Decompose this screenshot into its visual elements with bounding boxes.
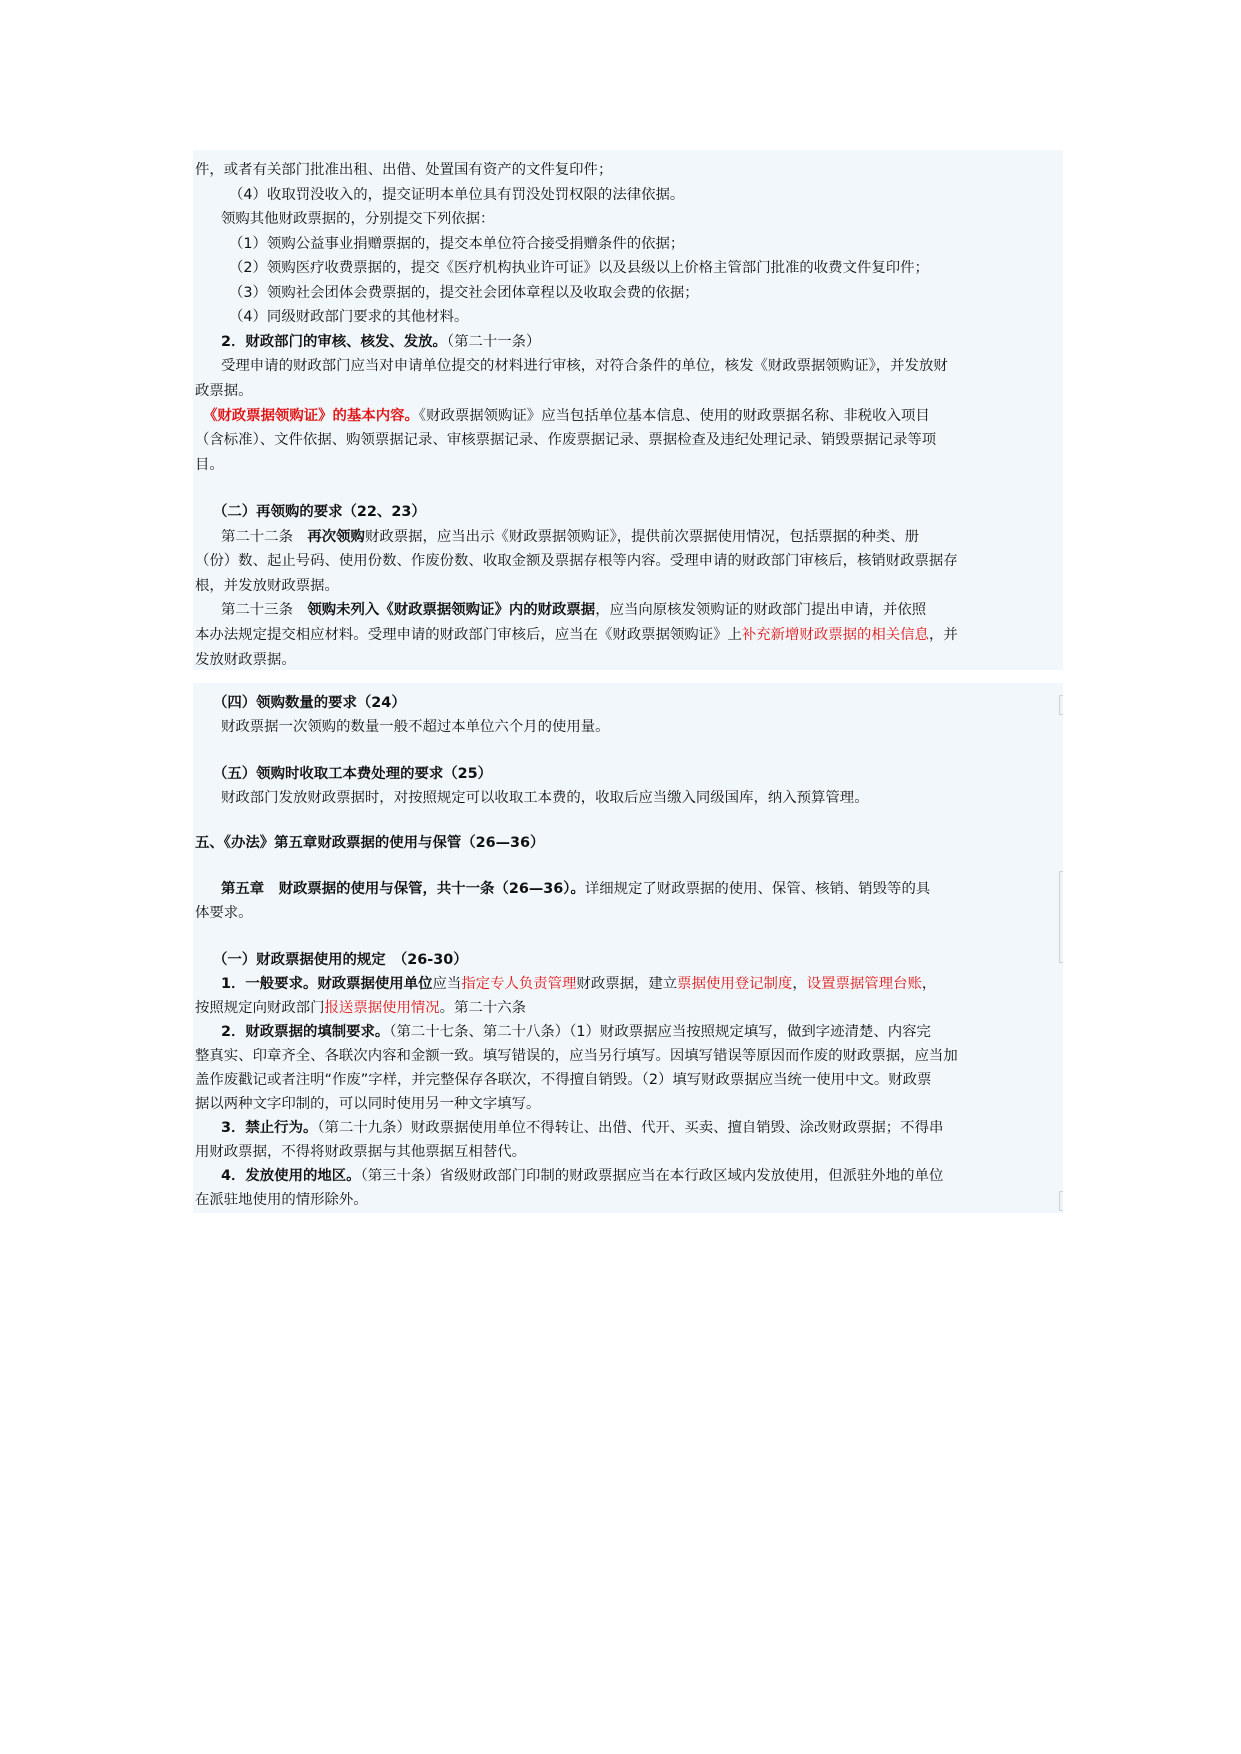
text-span: ，并 — [928, 627, 958, 643]
bold-span: 五、《办法》第五章财政票据的使用与保管（26—36） — [195, 835, 545, 851]
text-line — [221, 209, 494, 229]
text-span: 整真实、印章齐全、各联次内容和金额一致。填写错误的，应当另行填写。因填写错误等原因而作废的财政票据，应当加 — [195, 1048, 958, 1064]
text-span: （3）领购社会团体会费票据的，提交社会团体章程以及收取会费的依据； — [229, 285, 699, 301]
text-span: ，应当向原核发领购证的财政部门提出申请，并依照 — [595, 602, 927, 618]
text-line — [229, 307, 468, 327]
bold-span: 第五章 财政票据的使用与保管，共十一条（26—36）。 — [221, 881, 585, 897]
document-panel-upper — [193, 150, 1063, 670]
bold-span: （二）再领购的要求（22、23） — [213, 504, 426, 520]
text-span: （1）领购公益事业捐赠票据的，提交本单位符合接受捐赠条件的依据； — [229, 236, 685, 252]
text-span: （2）领购医疗收费票据的，提交《医疗机构执业许可证》以及县级以上价格主管部门批准的收费文件复印件； — [229, 260, 929, 276]
text-line — [195, 381, 253, 401]
text-span: 财政票据，应当出示《财政票据领购证》，提供前次票据使用情况，包括票据的种类、册 — [364, 529, 919, 545]
text-line — [195, 625, 958, 645]
text-line — [221, 356, 948, 376]
text-span: 详细规定了财政票据的使用、保管、核销、销毁等的具 — [584, 881, 931, 897]
text-line — [195, 903, 253, 923]
section-heading — [213, 693, 406, 713]
highlight-span: 报送票据使用情况 — [324, 1000, 440, 1016]
text-span: 领购其他财政票据的，分别提交下列依据： — [221, 211, 495, 227]
text-line — [195, 1046, 958, 1066]
text-span: 应当 — [432, 976, 462, 992]
scrollbar-edge[interactable] — [1059, 695, 1063, 715]
bold-span: 2．财政部门的审核、核发、发放。 — [221, 334, 447, 350]
document-panel-lower — [193, 683, 1063, 1213]
text-span: ， — [792, 976, 807, 992]
text-line — [229, 234, 684, 254]
text-span: （第三十条）省级财政部门印制的财政票据应当在本行政区域内发放使用，但派驻外地的单位 — [360, 1168, 944, 1184]
text-span: 用财政票据，不得将财政票据与其他票据互相替代。 — [195, 1144, 526, 1160]
highlight-bold-span: 《财政票据领购证》的基本内容。 — [203, 408, 419, 424]
text-line — [229, 185, 684, 205]
text-line — [195, 650, 296, 670]
text-span: 受理申请的财政部门应当对申请单位提交的材料进行审核，对符合条件的单位，核发《财政票据领购证》，并发放财 — [221, 358, 948, 374]
text-span: （第二十七条、第二十八条）（1）财政票据应当按照规定填写，做到字迹清楚、内容完 — [389, 1024, 931, 1040]
text-span: 据以两种文字印制的，可以同时使用另一种文字填写。 — [195, 1096, 541, 1112]
text-line — [221, 1166, 943, 1186]
bold-span: 4．发放使用的地区。 — [221, 1168, 361, 1184]
text-line — [195, 998, 526, 1018]
text-span: 在派驻地使用的情形除外。 — [195, 1192, 368, 1208]
text-line — [221, 717, 610, 737]
section-heading — [213, 764, 492, 784]
text-span: 。第二十六条 — [439, 1000, 527, 1016]
text-span: 体要求。 — [195, 905, 253, 921]
text-span: 根，并发放财政票据。 — [195, 578, 339, 594]
text-span: （4）收取罚没收入的，提交证明本单位具有罚没处罚权限的法律依据。 — [229, 187, 685, 203]
text-line — [221, 527, 919, 547]
text-span: 政票据。 — [195, 383, 253, 399]
text-line — [221, 879, 930, 899]
bold-span: 2．财政票据的填制要求。 — [221, 1024, 390, 1040]
text-line — [221, 600, 926, 620]
text-span: 第二十三条 — [221, 602, 308, 618]
bold-span: （一）财政票据使用的规定 （26-30） — [213, 952, 468, 968]
text-span: （第二十一条） — [446, 334, 541, 350]
bold-span: 领购未列入《财政票据领购证》内的财政票据 — [307, 602, 596, 618]
scrollbar-edge[interactable] — [1059, 871, 1063, 963]
text-span: （4）同级财政部门要求的其他材料。 — [229, 309, 469, 325]
text-span: 目。 — [195, 457, 224, 473]
text-span: 财政票据一次领购的数量一般不超过本单位六个月的使用量。 — [221, 719, 610, 735]
text-line — [195, 160, 612, 180]
text-span: 《财政票据领购证》应当包括单位基本信息、使用的财政票据名称、非税收入项目 — [418, 408, 930, 424]
highlight-span: 票据使用登记制度 — [677, 976, 793, 992]
text-span: 发放财政票据。 — [195, 652, 296, 668]
text-span: （含标准）、文件依据、购领票据记录、审核票据记录、作废票据记录、票据检查及违纪处理记录、销毁票据记录等项 — [195, 432, 937, 448]
bold-span: 3．禁止行为。 — [221, 1120, 318, 1136]
text-line — [195, 1190, 368, 1210]
text-span: （第二十九条）财政票据使用单位不得转让、出借、代开、买卖、擅自销毁、涂改财政票据；不得串 — [317, 1120, 944, 1136]
text-line — [195, 551, 958, 571]
text-line — [195, 1070, 931, 1090]
section-heading — [213, 950, 468, 970]
scrollbar-edge[interactable] — [1059, 1191, 1063, 1211]
section-heading — [213, 502, 426, 522]
text-span: 盖作废戳记或者注明“作废”字样，并完整保存各联次，不得擅自销毁。（2）填写财政票据应当统一使用中文。财政票 — [195, 1072, 932, 1088]
text-span: 件，或者有关部门批准出租、出借、处置国有资产的文件复印件； — [195, 162, 613, 178]
text-span: ， — [921, 976, 937, 992]
text-span: 财政部门发放财政票据时，对按照规定可以收取工本费的，收取后应当缴入同级国库，纳入预算管理。 — [221, 790, 869, 806]
text-span: 财政票据，建立 — [576, 976, 678, 992]
text-line — [221, 1022, 931, 1042]
text-span: 按照规定向财政部门 — [195, 1000, 325, 1016]
text-line — [203, 406, 930, 426]
text-line — [221, 788, 869, 808]
text-line — [195, 430, 936, 450]
text-line — [221, 1118, 943, 1138]
highlight-span: 设置票据管理台账 — [806, 976, 922, 992]
bold-span: 1．一般要求。财政票据使用单位 — [221, 976, 433, 992]
highlight-span: 指定专人负责管理 — [461, 976, 577, 992]
text-span: 第二十二条 — [221, 529, 308, 545]
bold-span: （五）领购时收取工本费处理的要求（25） — [213, 766, 493, 782]
section-heading — [221, 332, 540, 352]
text-line — [195, 1142, 526, 1162]
text-line — [195, 455, 224, 475]
text-line — [229, 283, 699, 303]
text-line — [229, 258, 929, 278]
bold-span: （四）领购数量的要求（24） — [213, 695, 406, 711]
text-line — [195, 1094, 540, 1114]
text-line — [221, 974, 936, 994]
bold-span: 再次领购 — [307, 529, 365, 545]
text-line — [195, 576, 339, 596]
highlight-span: 补充新增财政票据的相关信息 — [741, 627, 929, 643]
text-span: （份）数、起止号码、使用份数、作废份数、收取金额及票据存根等内容。受理申请的财政部门审核后，核销财政票据存 — [195, 553, 958, 569]
chapter-heading — [195, 833, 544, 853]
text-span: 本办法规定提交相应材料。受理申请的财政部门审核后，应当在《财政票据领购证》上 — [195, 627, 742, 643]
